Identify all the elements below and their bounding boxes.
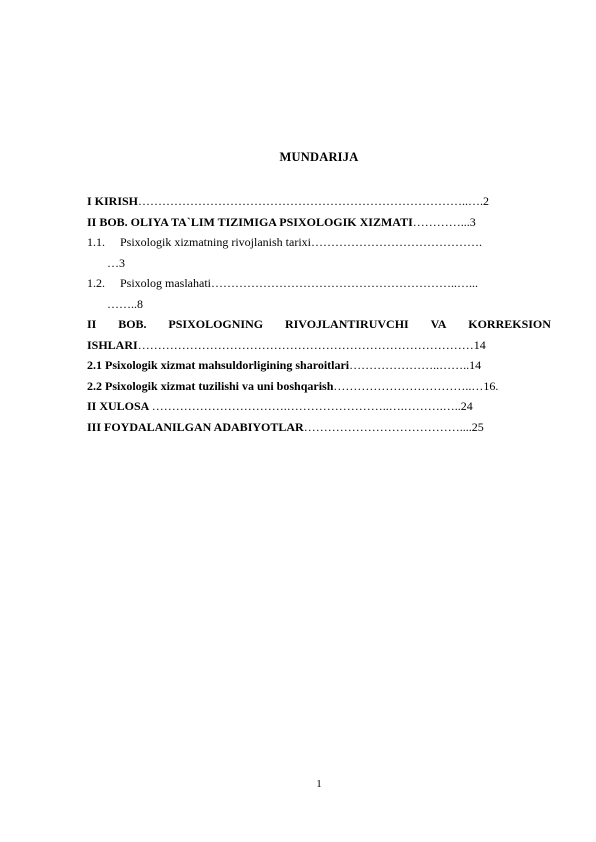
toc-entry-page: 16. [483,378,499,393]
toc-entry-page: …3 [107,255,125,270]
toc-entry-label: Psixolog maslahati [120,276,211,290]
toc-entry-xulosa[interactable] [87,396,551,417]
toc-entry-chapter-2[interactable] [87,212,551,233]
toc-entry-dots: …………………………….……………………..….……….….. [151,399,461,413]
toc-entry-kirish[interactable] [87,191,551,212]
toc-entry-page: ……..8 [107,296,143,311]
toc-entry-label: I KIRISH [87,194,139,208]
toc-entry-dots: …………. [412,214,464,229]
page-number: 1 [316,778,322,790]
toc-entry-page: ....25 [459,419,484,434]
table-of-contents [87,191,551,437]
toc-entry-label: 2.1 Psixologik xizmat mahsuldorligining sharoitlari [87,358,350,372]
toc-word: BOB. [118,317,147,331]
toc-entry-section-2-2[interactable] [87,376,551,397]
toc-entry-dots: ………………………………………………………………………… [137,337,474,352]
toc-entry-label: 2.2 Psixologik xizmat tuzilishi va uni boshqarish [87,378,334,393]
toc-entry-label: II XULOSA [87,399,152,413]
toc-entry-page: ..3 [463,214,476,229]
toc-entry-dots: ……………………………………. [311,235,482,249]
toc-entry-section-2-1[interactable] [87,355,551,376]
toc-word: II [87,317,97,331]
toc-entry-label: Psixologik xizmatning rivojlanish tarixi [120,235,311,249]
toc-entry-number: 1.1. [87,235,105,249]
toc-entry-dots: …………………..…….. [349,358,470,372]
toc-word: VA [430,317,447,331]
toc-entry-label: III FOYDALANILGAN ADABIYOTLAR [87,419,304,434]
toc-entry-dots: ……………………………..… [333,378,484,393]
toc-entry-continuation [87,253,551,274]
page-title: MUNDARIJA [279,150,359,164]
toc-entry-chapter-3[interactable] [87,314,551,335]
toc-entry-page: 24 [460,399,473,413]
toc-entry-number: 1.2. [87,276,105,290]
toc-entry-section-1-2[interactable] [87,273,551,294]
toc-entry-adabiyotlar[interactable] [87,417,551,438]
toc-entry-page: 2 [483,194,490,208]
toc-entry-page: 14 [469,358,482,372]
toc-entry-page: 14 [473,337,486,352]
toc-entry-dots: ………………………………… [303,419,460,434]
toc-entry-label: ISHLARI [87,337,138,352]
toc-entry-label: II BOB. OLIYA TA`LIM TIZIMIGA PSIXOLOGIK XIZMATI [87,214,413,229]
toc-word: RIVOJLANTIRUVCHI [284,317,409,331]
toc-entry-section-1-1[interactable] [87,232,551,253]
toc-entry-continuation [87,294,551,315]
toc-word: KORREKSION [468,317,551,331]
toc-entry-dots: ……………………………………………………..…... [211,276,478,290]
toc-entry-chapter-3-cont[interactable] [87,335,551,356]
toc-entry-dots: ………………………………………………………………………..…. [138,194,484,208]
toc-word: PSIXOLOGNING [168,317,264,331]
